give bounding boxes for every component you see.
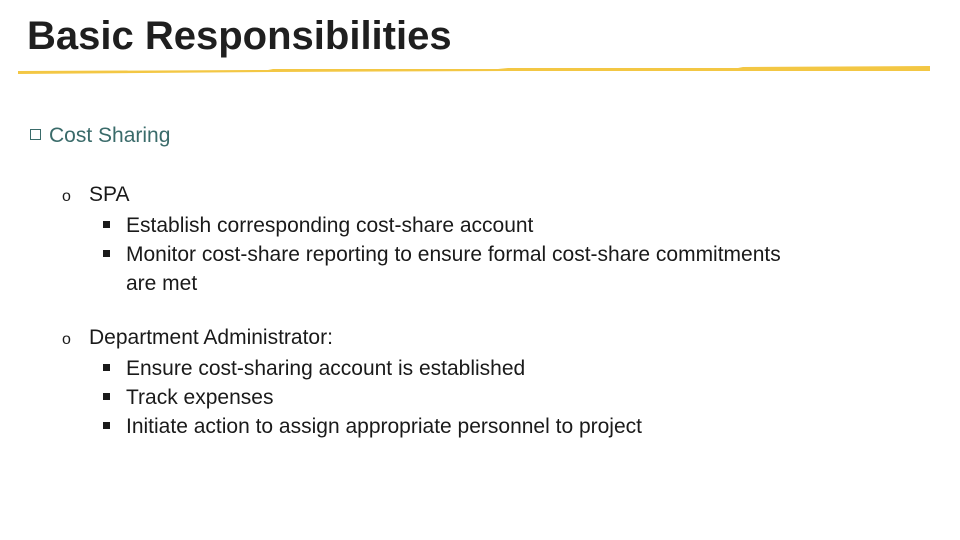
group-heading: o SPA [62,180,786,211]
title-underline [18,66,930,74]
list-item: Ensure cost-sharing account is established [62,354,786,383]
section-heading [30,124,170,148]
circle-bullet-icon: o [62,331,71,348]
square-bullet-icon [103,221,110,228]
group-heading: o Department Administrator: [62,323,786,354]
list-item: Track expenses [62,383,786,412]
slide-title: Basic Responsibilities [27,14,452,58]
checkbox-bullet-icon [30,129,41,140]
circle-bullet-icon: o [62,188,71,205]
square-bullet-icon [103,250,110,257]
section-heading-text: Cost Sharing [49,124,171,147]
list-item: Monitor cost-share reporting to ensure formal cost-share commitments are met [62,240,786,298]
square-bullet-icon [103,422,110,429]
square-bullet-icon [103,393,110,400]
square-bullet-icon [103,364,110,371]
list-item: Initiate action to assign appropriate personnel to project [62,412,786,441]
group-spa [62,180,786,298]
list-item: Establish corresponding cost-share account [62,211,786,240]
group-department-administrator [62,323,786,441]
